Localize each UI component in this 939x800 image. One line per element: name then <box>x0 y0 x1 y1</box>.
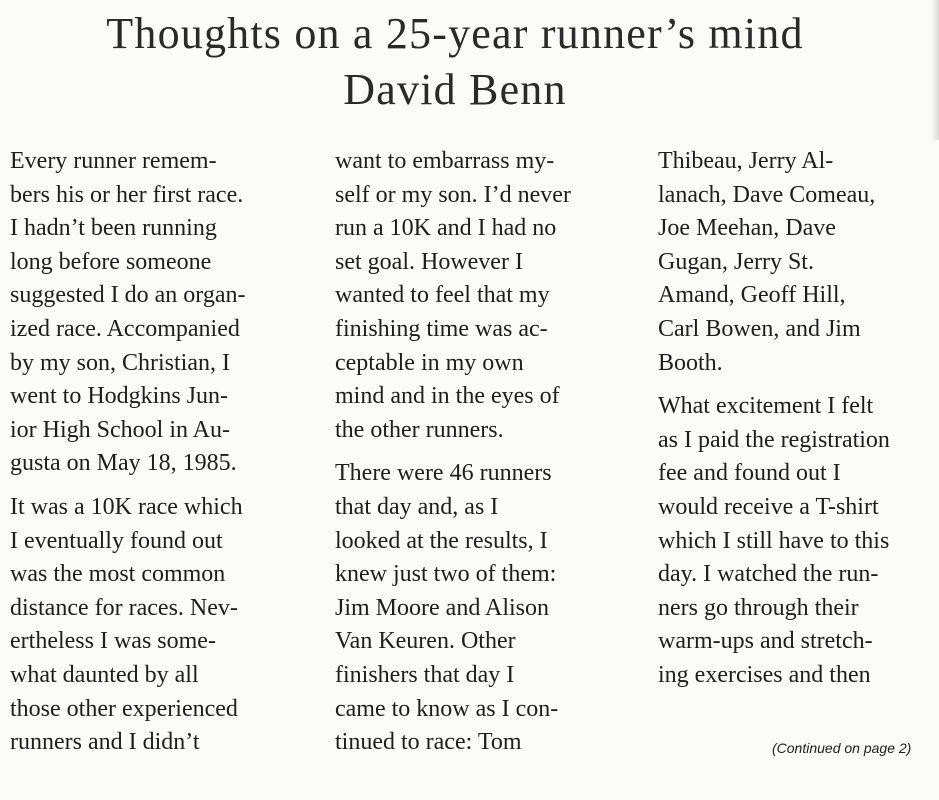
text-line: ceptable in my own <box>335 349 524 376</box>
text-line: self or my son. I’d never <box>335 181 571 208</box>
paragraph <box>658 145 938 380</box>
text-line: by my son, Christian, I <box>10 349 230 376</box>
text-line: Jim Moore and Alison <box>335 594 549 621</box>
paragraph <box>10 145 295 481</box>
text-line: distance for races. Nev- <box>10 594 238 621</box>
text-line: I eventually found out <box>10 527 223 554</box>
text-line: Joe Meehan, Dave <box>658 215 836 242</box>
text-line: knew just two of them: <box>335 561 557 588</box>
text-line: ior High School in Au- <box>10 416 230 443</box>
text-line: went to Hodgkins Jun- <box>10 383 228 410</box>
text-line: looked at the results, I <box>335 527 548 554</box>
text-line: set goal. However I <box>335 248 523 275</box>
paragraph <box>335 145 617 447</box>
text-line: warm-ups and stretch- <box>658 628 873 655</box>
column-2 <box>335 145 617 760</box>
text-line: It was a 10K race which <box>10 493 243 520</box>
text-line: What excitement I felt <box>658 393 874 420</box>
text-line: finishing time was ac- <box>335 315 548 342</box>
text-line: want to embarrass my- <box>335 148 555 174</box>
continued-note: (Continued on page 2) <box>772 740 912 756</box>
text-line: as I paid the registration <box>658 426 890 453</box>
text-line: was the most common <box>10 561 226 588</box>
column-1 <box>10 145 295 760</box>
text-line: gusta on May 18, 1985. <box>10 450 237 477</box>
text-line: Every runner remem- <box>10 148 217 174</box>
text-line: lanach, Dave Comeau, <box>658 181 876 208</box>
text-line: mind and in the eyes of <box>335 383 560 410</box>
text-line: I hadn’t been running <box>10 215 217 242</box>
paragraph <box>335 457 617 759</box>
text-line: There were 46 runners <box>335 460 552 487</box>
text-line: run a 10K and I had no <box>335 215 557 242</box>
text-line: Gugan, Jerry St. <box>658 248 814 275</box>
text-line: long before someone <box>10 248 212 275</box>
paragraph <box>10 491 295 760</box>
text-line: finishers that day I <box>335 661 515 688</box>
text-line: bers his or her first race. <box>10 181 244 208</box>
text-line: those other experienced <box>10 695 238 722</box>
text-line: that day and, as I <box>335 493 499 520</box>
text-line: fee and found out I <box>658 460 841 487</box>
text-line: runners and I didn’t <box>10 729 200 756</box>
paragraph <box>658 390 938 692</box>
text-line: wanted to feel that my <box>335 282 550 309</box>
article-title: Thoughts on a 25-year runner’s mind <box>106 9 804 58</box>
text-line: which I still have to this <box>658 527 890 554</box>
scan-edge-shadow <box>931 0 939 140</box>
text-line: would receive a T-shirt <box>658 493 879 520</box>
text-line: ing exercises and then <box>658 661 871 688</box>
text-line: ized race. Accompanied <box>10 315 240 342</box>
article-author: David Benn <box>343 65 567 114</box>
text-line: day. I watched the run- <box>658 561 879 588</box>
text-line: ertheless I was some- <box>10 628 216 655</box>
text-line: what daunted by all <box>10 661 199 688</box>
text-line: Van Keuren. Other <box>335 628 516 655</box>
text-line: suggested I do an organ- <box>10 282 246 309</box>
text-line: Booth. <box>658 349 723 376</box>
text-line: ners go through their <box>658 594 859 621</box>
text-line: came to know as I con- <box>335 695 559 722</box>
text-line: Amand, Geoff Hill, <box>658 282 846 309</box>
text-line: tinued to race: Tom <box>335 729 522 756</box>
text-line: Thibeau, Jerry Al- <box>658 148 834 174</box>
text-line: the other runners. <box>335 416 504 443</box>
column-3 <box>658 145 938 693</box>
text-line: Carl Bowen, and Jim <box>658 315 861 342</box>
